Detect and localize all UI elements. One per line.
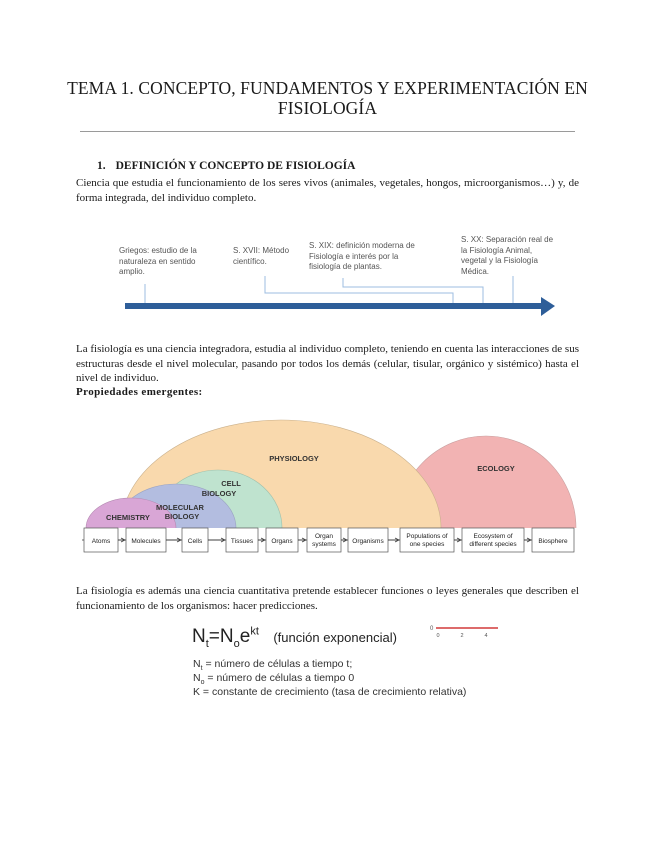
section-number: 1.	[97, 160, 106, 172]
mini-graph-tick: 0	[436, 633, 440, 639]
level-label: Tissues	[230, 538, 254, 545]
level-label: Populations of one species	[406, 533, 448, 548]
timeline-graphic	[115, 232, 560, 324]
level-box	[400, 528, 454, 552]
mini-graph-origin: 0	[430, 626, 434, 632]
definition-k: K = constante de crecimiento (tasa de crecimiento relativa)	[193, 686, 467, 699]
level-label: Cells	[187, 538, 203, 545]
dome-label-biology: BIOLOGY	[201, 489, 237, 498]
quantitative-paragraph: La fisiología es además una ciencia cuantitativa pretende establecer funciones o leyes generales que describen el funcionamiento de los organismos: hacer predicciones.	[76, 585, 579, 612]
organization-levels-figure	[76, 404, 580, 560]
timeline-connector-xix	[343, 278, 483, 303]
level-label: Atoms	[91, 538, 111, 545]
dome-label-ecology: ECOLOGY	[477, 464, 515, 473]
level-label: Ecosystem of different species	[469, 533, 517, 548]
formula-definitions	[193, 658, 466, 698]
section-title: DEFINICIÓN Y CONCEPTO DE FISIOLOGÍA	[115, 160, 356, 172]
definition-paragraph: Ciencia que estudia el funcionamiento de los seres vivos (animales, vegetales, hongos, microorganismos…) y, de forma integrada, del individuo completo.	[76, 177, 579, 204]
formula-equation: $N_t=N_oe^{kt}$	[192, 626, 259, 651]
level-box	[307, 528, 341, 552]
timeline-label-xix: S. XIX: definición moderna de Fisiología e interés por la fisiología de plantas.	[309, 241, 415, 271]
level-arrow	[166, 538, 181, 542]
timeline-arrow-head	[541, 297, 555, 316]
dome-label-cell: CELL	[221, 479, 241, 488]
timeline-arrow-shaft	[125, 303, 541, 309]
level-label: Organs	[271, 538, 293, 545]
definition-nt: $N_t$ = número de células a tiempo t;	[193, 658, 353, 673]
mini-graph-tick: 4	[484, 633, 488, 639]
level-arrow	[208, 538, 225, 542]
emergent-properties-heading: Propiedades emergentes:	[76, 386, 203, 398]
level-label: Biosphere	[538, 538, 568, 545]
page-title: TEMA 1. CONCEPTO, FUNDAMENTOS Y EXPERIMENTACIÓN EN FISIOLOGÍA	[67, 78, 588, 118]
exponential-formula	[192, 626, 397, 650]
section-heading	[97, 160, 355, 172]
level-box	[462, 528, 524, 552]
formula-description: (función exponencial)	[273, 630, 397, 646]
timeline-label-greeks: Griegos: estudio de la naturaleza en sentido amplio.	[119, 246, 197, 276]
dome-label-molecular: MOLECULAR	[156, 503, 204, 512]
dome-label-physiology: PHYSIOLOGY	[269, 454, 319, 463]
title-divider	[80, 131, 575, 132]
definition-no: $N_o$ = número de células a tiempo 0	[193, 672, 355, 687]
history-timeline	[115, 232, 560, 324]
level-label: Molecules	[131, 538, 161, 545]
timeline-label-xvii: S. XVII: Método científico.	[233, 246, 290, 266]
dome-label-molecular-biology: BIOLOGY	[164, 512, 200, 521]
level-label: Organ systems	[312, 533, 336, 548]
timeline-connector-xvii	[265, 276, 453, 303]
timeline-label-xx: S. XX: Separación real de la Fisiología Animal, vegetal y la Fisiología Médica.	[461, 235, 554, 276]
integrative-paragraph: La fisiología es una ciencia integradora, estudia al individuo completo, teniendo en cuenta las interacciones de sus estructuras desde el nivel molecular, pasando por todos los demás (celular, tisular, orgánico y sistémico) hasta el nivel de individuo.	[76, 343, 579, 384]
mini-growth-graph	[430, 622, 500, 640]
dome-label-chemistry: CHEMISTRY	[106, 513, 150, 522]
mini-graph-tick: 2	[460, 633, 464, 639]
level-label: Organisms	[352, 538, 384, 545]
